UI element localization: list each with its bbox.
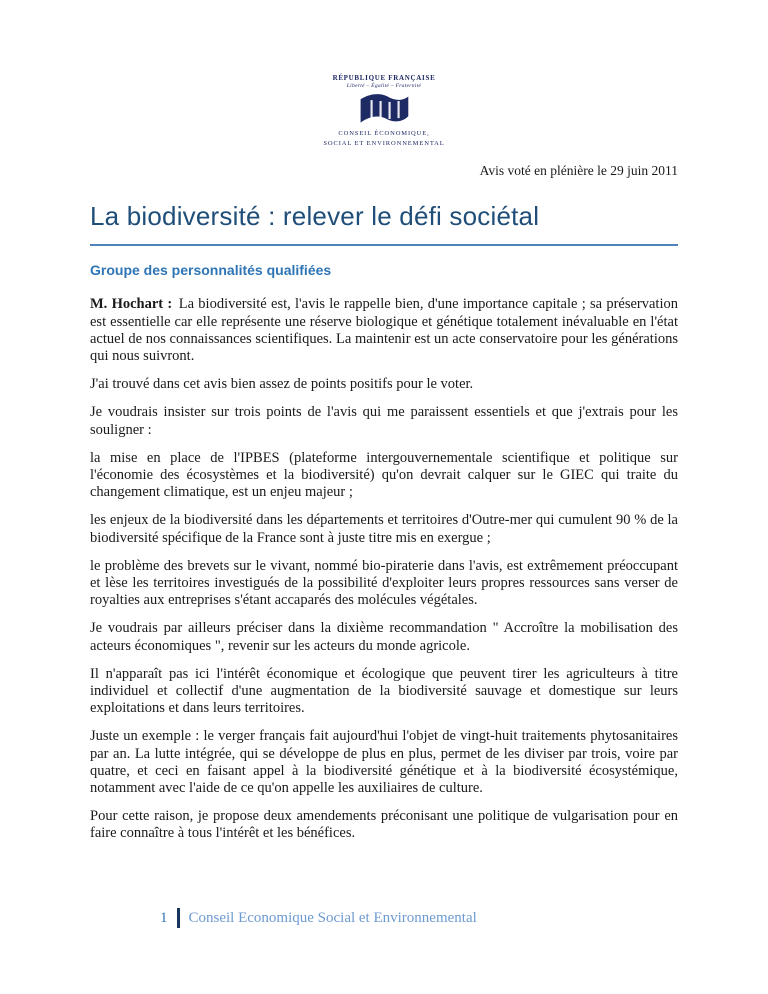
logo-motto-text: Liberté – Égalité – Fraternité (346, 83, 422, 90)
page-title: La biodiversité : relever le défi sociétal (90, 201, 678, 246)
paragraph: Juste un exemple : le verger français fait aujourd'hui l'objet de vingt-huit traitements phytosanitaires par an. La lutte intégrée, qui se développe de plus en plus, permet de les diviser par trois, voire par quatre, et ceci en faisant appel à la biodiversité génétique et à la biodiversité écosystémique, notamment avec l'aide de ce qu'on appelle les auxiliaires de culture. (90, 728, 678, 796)
footer-organization: Conseil Economique Social et Environnemental (188, 909, 477, 926)
paragraph: Je voudrais par ailleurs préciser dans la dixième recommandation " Accroître la mobilisation des acteurs économiques ", revenir sur les acteurs du monde agricole. (90, 620, 678, 654)
logo-org-line1: CONSEIL ÉCONOMIQUE, (338, 130, 430, 138)
vote-notice: Avis voté en plénière le 29 juin 2011 (479, 163, 678, 179)
page-subtitle: Groupe des personnalités qualifiées (90, 262, 332, 279)
paragraph: la mise en place de l'IPBES (plateforme intergouvernementale scientifique et politique sur l'économie des écosystèmes et la biodiversité) qu'on devrait calquer sur le GIEC qui traite du changement climatique, est un enjeu majeur ; (90, 449, 678, 501)
org-logo (284, 74, 484, 147)
paragraph-intro (90, 296, 678, 365)
footer-divider (177, 908, 180, 928)
paragraph-intro-text: La biodiversité est, l'avis le rappelle bien, d'une importance capitale ; sa préservation est essentielle car elle représente une réserve biologique et génétique totalement inévaluable en l'état actuel de nos connaissances scientifiques. La maintenir est un acte conservatoire pour les générations qui nous suivront. (90, 296, 678, 364)
paragraph: le problème des brevets sur le vivant, nommé bio-piraterie dans l'avis, est extrêmement préoccupant et lèse les territoires investigués de la possibilité d'exploiter leurs propres ressources sans verser de royalties aux entreprises s'étant accaparés des molécules végétales. (90, 557, 678, 609)
speaker-name: M. Hochart : (90, 296, 173, 313)
paragraph: Je voudrais insister sur trois points de l'avis qui me paraissent essentiels et que j'extrais pour les souligner : (90, 404, 678, 438)
paragraph: J'ai trouvé dans cet avis bien assez de points positifs pour le voter. (90, 376, 474, 393)
document-body (90, 296, 678, 842)
paragraph: les enjeux de la biodiversité dans les départements et territoires d'Outre-mer qui cumulent 90 % de la biodiversité spécifique de la France sont à juste titre mis en exergue ; (90, 512, 678, 546)
paragraph: Pour cette raison, je propose deux amendements préconisant une politique de vulgarisation pour en faire connaître à tous l'intérêt et les bénéfices. (90, 808, 678, 842)
logo-republique-text: RÉPUBLIQUE FRANÇAISE (332, 74, 436, 82)
page-footer (160, 908, 477, 928)
paragraph: Il n'apparaît pas ici l'intérêt économique et écologique que peuvent tirer les agriculteurs à titre individuel et collectif d'une augmentation de la biodiversité sauvage et domestique sur leurs exploitations et dans leurs territoires. (90, 665, 678, 717)
cese-flag-emblem-icon (357, 92, 411, 128)
logo-org-line2: SOCIAL ET ENVIRONNEMENTAL (323, 139, 445, 147)
document-header (90, 74, 678, 179)
page-content (0, 74, 768, 843)
page-number: 1 (160, 909, 168, 926)
